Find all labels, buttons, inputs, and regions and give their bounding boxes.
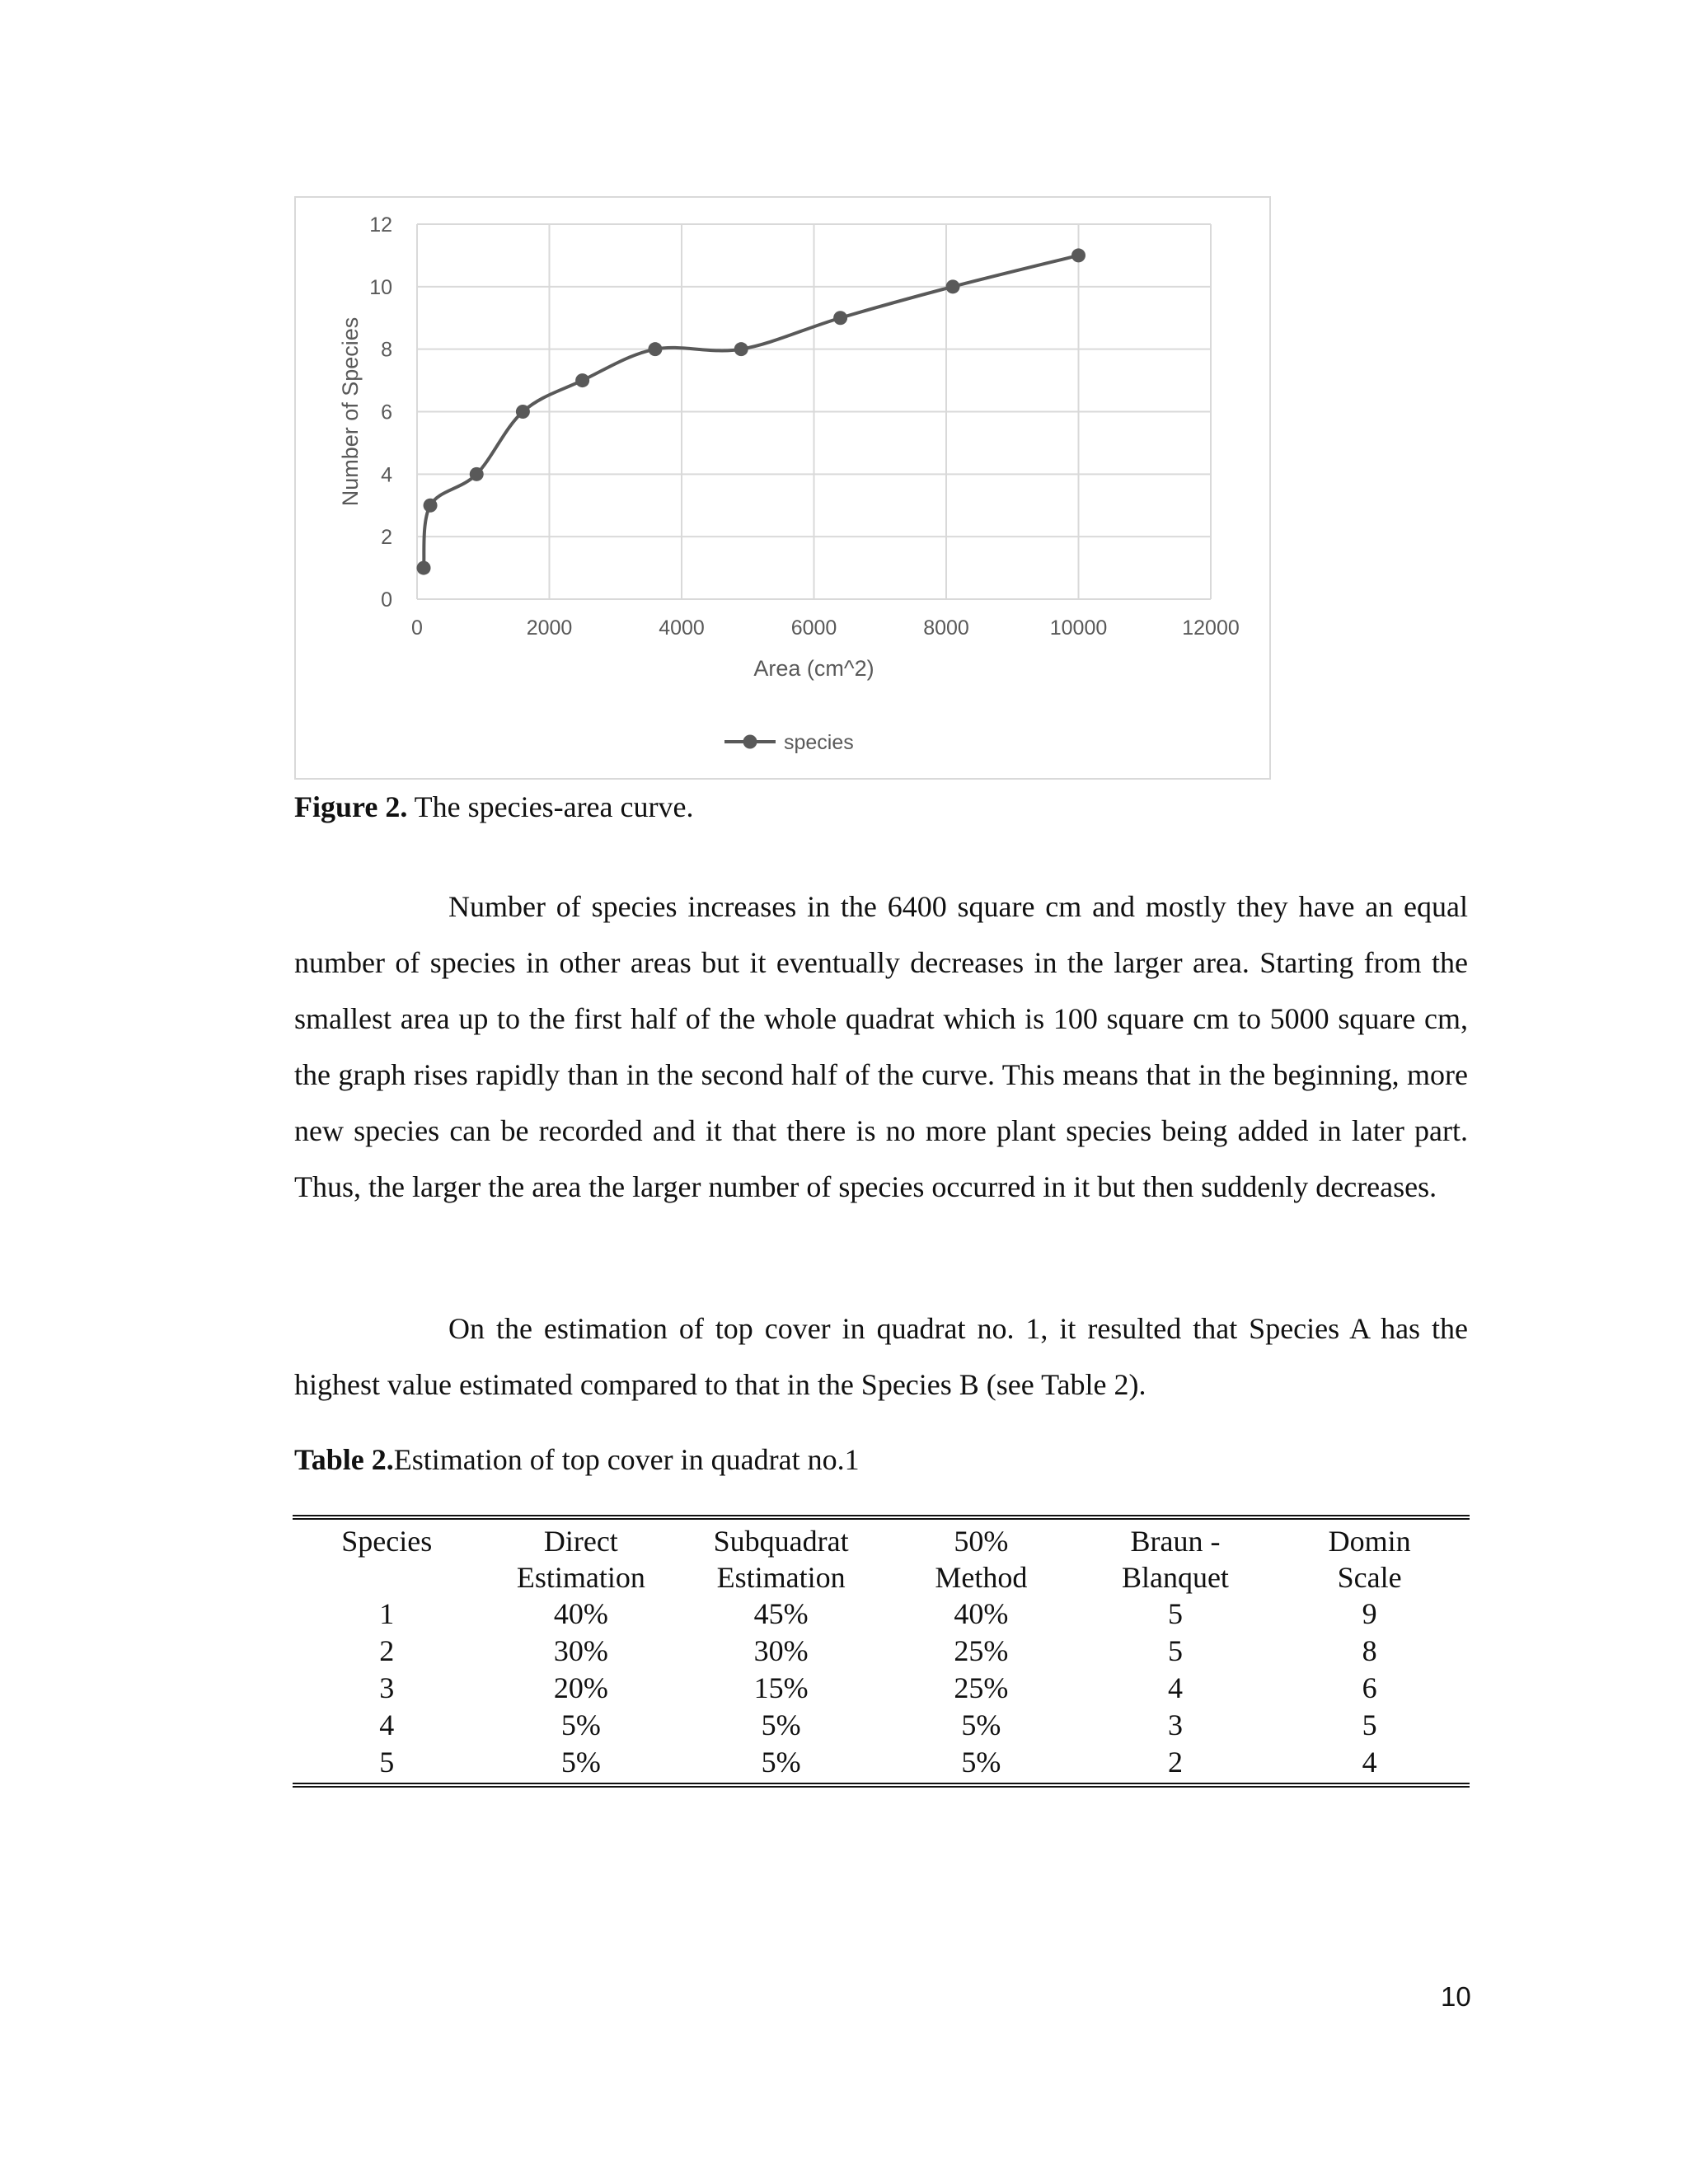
y-tick-label: 6	[381, 401, 392, 424]
header-subquadrat-line1: Subquadrat	[713, 1525, 849, 1558]
header-domin-line1: Domin	[1328, 1525, 1411, 1558]
page-number: 10	[1441, 1981, 1471, 2012]
figure-caption	[294, 790, 693, 824]
table-cell: 6	[1362, 1671, 1377, 1704]
table-row	[293, 1744, 1470, 1785]
header-species	[293, 1517, 481, 1596]
data-point	[648, 342, 662, 356]
table-cell: 2	[1081, 1744, 1269, 1785]
y-tick-label: 2	[381, 526, 392, 550]
x-tick-label: 0	[411, 616, 423, 640]
header-direct-estimation	[481, 1517, 681, 1596]
header-direct-line1: Direct	[543, 1525, 618, 1558]
figure-caption-text: The species-area curve.	[407, 790, 694, 823]
header-braun-line2: Blanquet	[1121, 1561, 1229, 1594]
header-braun-line1: Braun -	[1130, 1525, 1221, 1558]
table-cell: 5%	[881, 1744, 1081, 1785]
data-point	[575, 373, 589, 387]
header-domin-scale	[1269, 1517, 1470, 1596]
table-cell: 5	[1167, 1597, 1183, 1630]
table-cell: 5%	[681, 1744, 881, 1785]
paragraph-2-text: On the estimation of top cover in quadrat no. 1, it resulted that Species A has the highest value estimated compared to that in the Species B (see Table 2).	[294, 1312, 1468, 1401]
data-point	[833, 311, 847, 325]
x-tick-label: 2000	[526, 616, 573, 640]
table-cell: 8	[1362, 1634, 1377, 1667]
x-tick-label: 6000	[790, 616, 837, 640]
table-row	[293, 1670, 1470, 1707]
table-cell: 9	[1362, 1597, 1377, 1630]
table-title-text: Estimation of top cover in quadrat no.1	[393, 1443, 860, 1476]
table-cell: 4	[379, 1708, 395, 1741]
figure-caption-label: Figure 2.	[294, 790, 408, 823]
data-point	[470, 467, 484, 481]
top-cover-table	[293, 1515, 1470, 1788]
paragraph-1-text: Number of species increases in the 6400 square cm and mostly they have an equal number of species in other areas but it eventually decreases in the larger area. Starting from the smallest area up to the first half of the whole quadrat which is 100 square cm to 5000 square cm, the graph rises rapidly than in the second half of the curve. This means that in the beginning, more new species can be recorded and it that there is no more plant species being added in later part. Thus, the larger the area the larger number of species occurred in it but then suddenly decreases.	[294, 890, 1468, 1203]
header-domin-line2: Scale	[1337, 1561, 1402, 1594]
x-tick-label: 4000	[659, 616, 705, 640]
legend-label-species: species	[784, 731, 854, 754]
table-cell: 4	[1167, 1671, 1183, 1704]
table-cell: 5%	[560, 1708, 601, 1741]
table-cell: 30%	[753, 1634, 809, 1667]
table-cell: 40%	[553, 1597, 608, 1630]
table-cell: 5	[1167, 1634, 1183, 1667]
data-point	[424, 499, 438, 513]
table-cell: 30%	[553, 1634, 608, 1667]
table-cell: 15%	[753, 1671, 809, 1704]
table-cell: 2	[379, 1634, 395, 1667]
table-cell: 25%	[954, 1634, 1009, 1667]
header-subquadrat-line2: Estimation	[716, 1561, 846, 1594]
x-axis-title: Area (cm^2)	[753, 656, 874, 681]
y-axis-title: Number of Species	[338, 316, 363, 507]
table-cell: 5	[1362, 1708, 1377, 1741]
header-50-line2: Method	[935, 1561, 1028, 1594]
data-point	[417, 561, 431, 575]
chart-svg	[296, 198, 1273, 781]
x-tick-label: 12000	[1182, 616, 1240, 640]
table-cell: 4	[1269, 1744, 1470, 1785]
data-point	[946, 279, 960, 293]
paragraph-2	[294, 1301, 1468, 1413]
y-tick-label: 10	[369, 275, 392, 299]
table-row	[293, 1707, 1470, 1744]
data-point	[734, 342, 748, 356]
table-cell: 25%	[954, 1671, 1009, 1704]
data-point	[516, 405, 530, 419]
table-title-label: Table 2.	[294, 1443, 394, 1476]
table-cell: 1	[379, 1597, 395, 1630]
x-tick-label: 8000	[923, 616, 969, 640]
paragraph-1	[294, 879, 1468, 1215]
table-cell: 3	[379, 1671, 395, 1704]
header-subquadrat-estimation	[681, 1517, 881, 1596]
table-cell: 5%	[481, 1744, 681, 1785]
x-tick-label: 10000	[1049, 616, 1108, 640]
table-cell: 20%	[553, 1671, 608, 1704]
table-row	[293, 1633, 1470, 1670]
header-50-method	[881, 1517, 1081, 1596]
header-species-line1: Species	[341, 1525, 433, 1558]
species-area-chart	[294, 196, 1271, 780]
table-cell: 5%	[761, 1708, 801, 1741]
table-title	[294, 1442, 860, 1477]
table-cell: 5%	[961, 1708, 1001, 1741]
legend-marker-species	[743, 735, 757, 749]
y-tick-label: 12	[369, 213, 392, 237]
y-tick-label: 8	[381, 338, 392, 362]
table-row	[293, 1596, 1470, 1633]
table-cell: 5	[293, 1744, 481, 1785]
data-point	[1071, 248, 1085, 262]
y-tick-label: 0	[381, 588, 392, 612]
y-tick-label: 4	[381, 463, 392, 487]
table-cell: 45%	[753, 1597, 809, 1630]
header-direct-line2: Estimation	[516, 1561, 645, 1594]
table-cell: 40%	[954, 1597, 1009, 1630]
table-cell: 3	[1167, 1708, 1183, 1741]
header-50-line1: 50%	[954, 1525, 1009, 1558]
header-braun-blanquet	[1081, 1517, 1269, 1596]
table-header-row	[293, 1517, 1470, 1596]
